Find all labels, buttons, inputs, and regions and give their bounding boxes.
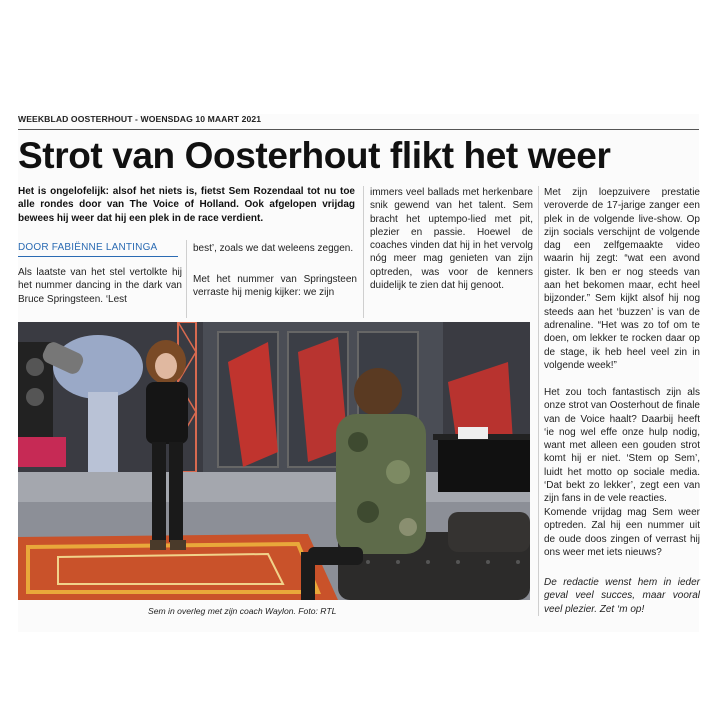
headline: Strot van Oosterhout flikt het weer xyxy=(18,135,611,176)
photo-caption: Sem in overleg met zijn coach Waylon. Foto: RTL xyxy=(148,606,337,616)
column-4-paragraph-3: Komende vrijdag mag Sem weer optreden. Zal hij een nummer uit de oude doos zingen of verrast hij ons weer met iets nieuws? xyxy=(544,507,700,558)
column-rule-1 xyxy=(186,240,187,318)
column-3-body: immers veel ballads met herkenbare snik gewend van het talent. Sem bracht het uptempo-lied met pit, plezier en passie. Hoewel de coaches vinden dat hij in het vervolg nóg meer mag genieten van zijn optreden, was voor de kenners duidelijk te zien dat hij genoot. xyxy=(370,187,533,292)
top-rule xyxy=(18,129,699,130)
column-rule-3 xyxy=(538,186,539,616)
column-4-paragraph-2: Het zou toch fantastisch zijn als onze strot van Oosterhout de finale van de Voice haalt? Daarbij heeft ‘ie nog wel effe onze hulp nodig, want met alleen een gouden strot komt hij er niet. ‘Stem op Sem’, luidt het motto op sociale media. ‘Dat bekt zo lekker’, zegt een van zijn fans in de vele reacties. xyxy=(544,387,700,505)
photo xyxy=(18,322,530,600)
column-4-paragraph-1: Met zijn loepzuivere prestatie veroverde de 17-jarige zanger een plek in de volgende live-show. Op zijn socials verschijnt de volgende dag een zelfgemaakte video waarin hij zegt: “wat een avond gister. Ik ben er nog steeds van aan het bekomen maar, echt heel bijzonder.” Sem kijkt alsof hij nog steeds aan het ‘buzzen’ is van de adrenaline. “Het was zo tof om te doen, om lekker te rocken daar op de stage, ik heb heel veel zin in volgende week!” xyxy=(544,187,700,371)
byline: DOOR FABIËNNE LANTINGA xyxy=(18,242,178,257)
column-1-body: Als laatste van het stel vertolkte hij het nummer dancing in the dark van Bruce Springsteen. ‘Lest xyxy=(18,267,182,305)
column-rule-2 xyxy=(363,186,364,318)
column-2-body: Met het nummer van Springsteen verraste hij menig kijker: we zijn xyxy=(193,274,357,299)
column-2-top: best’, zoals we dat weleens zeggen. xyxy=(193,243,354,254)
closing-paragraph: De redactie wenst hem in ieder geval veel succes, maar vooral veel plezier. Zet ‘m op! xyxy=(544,577,700,615)
intro-paragraph: Het is ongelofelijk: alsof het niets is, fietst Sem Rozendaal tot nu toe alle rondes door van The Voice of Holland. Ook afgelopen vrijdag bewees hij weer dat hij een plek in de race verdient. xyxy=(18,186,355,224)
photo-illustration xyxy=(18,322,530,600)
dateline: WEEKBLAD OOSTERHOUT - WOENSDAG 10 MAART 2021 xyxy=(18,114,262,124)
